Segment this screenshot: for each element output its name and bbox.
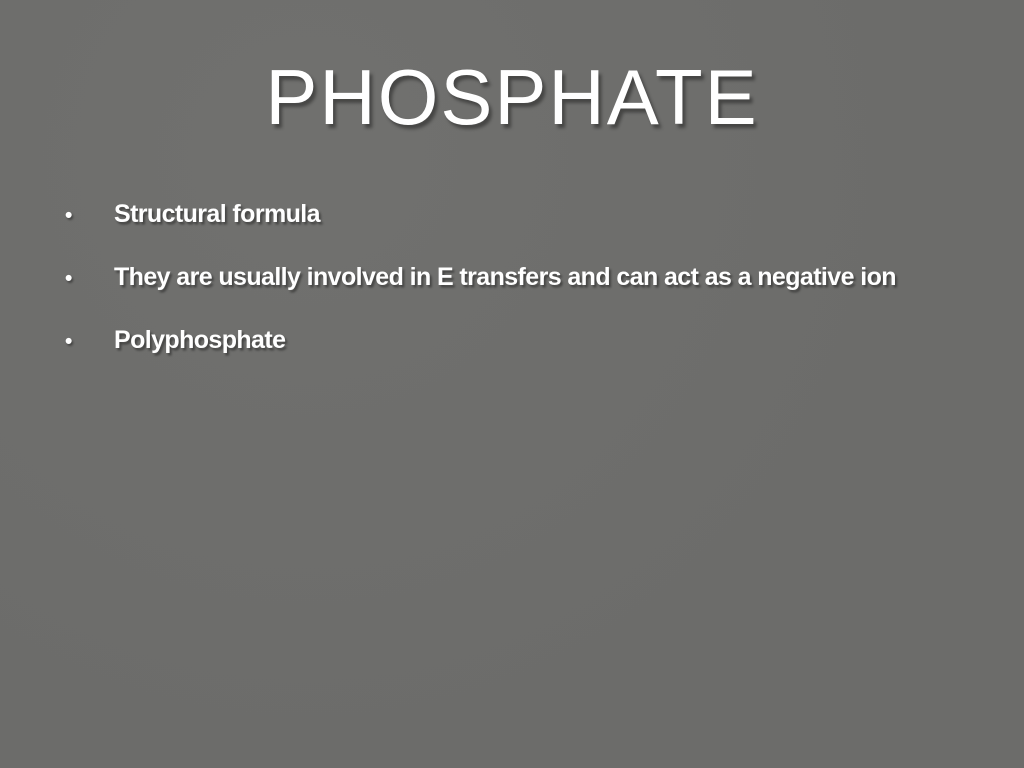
bullet-icon: • [65, 204, 73, 227]
bullet-icon: • [65, 330, 73, 353]
list-item [64, 196, 1008, 234]
bullet-text: Structural formula [114, 200, 320, 228]
bullet-text: Polyphosphate [114, 326, 286, 354]
bullet-icon: • [65, 267, 73, 290]
slide-title: PHOSPHATE [265, 53, 759, 141]
list-item [64, 259, 1008, 297]
list-item [64, 322, 1008, 360]
bullet-list [64, 196, 1008, 385]
bullet-text: They are usually involved in E transfers and can act as a negative ion [114, 263, 896, 291]
